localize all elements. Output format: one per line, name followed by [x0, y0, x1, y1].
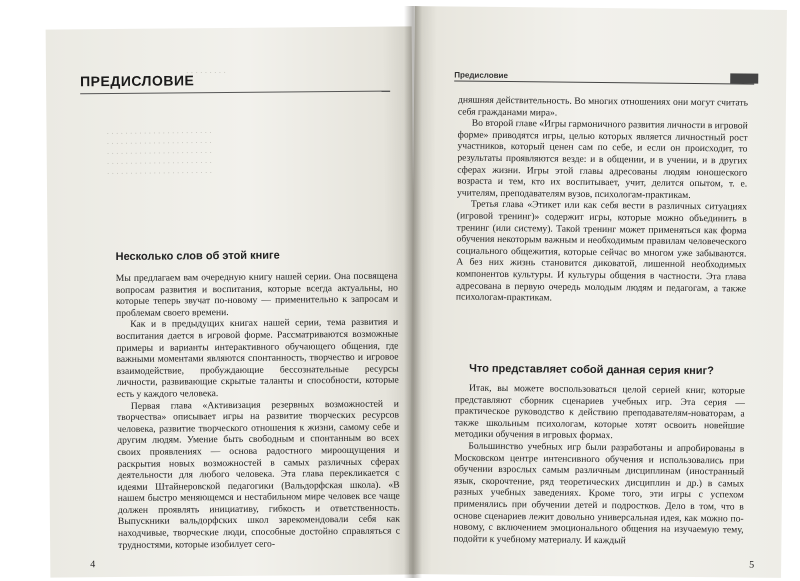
bleed-through-text: · · · · · · · · · · · · · · · · · · · · · · · · · · · · · · · · · · · · · · · · · · · · · · · · · · · · · · · · · · · · · · · · · · · · · · · · · · · · · · · · · · · · · · · · · · · · · · · · · · · · · · · · · · · · · · · · · · · [106, 128, 213, 179]
page-number: 4 [90, 559, 96, 571]
page-number: 5 [749, 559, 755, 571]
right-page [409, 6, 787, 578]
right-body-text-2 [453, 383, 745, 548]
paragraph: Третья глава «Этикет или как себя вести в различных ситуациях (игровой тренинг)» содержит игры, которые можно объединить в тренинг (или систему). Такой тренинг может применяться как форма обучения некоторым важным и необходимым правилам человеческого социального общежития, которые сейчас во многом уже забываются. А без них жизнь становится диковатой, лишенной необходимых компонентов культуры. И культуры общения в частности. Эта глава адресована в первую очередь молодым людям и педагогам, а также психологам-практикам. [455, 199, 747, 304]
running-head-marker [730, 73, 758, 83]
paragraph: Большинство учебных игр были разработаны и апробированы в Московском центре интенсивного обучения и использовались при обучении взрослых самым различным дисциплинам (иностранный язык, скорочтение, ряд теоретических дисциплин и др.) в самых разных учебных заведениях. Кроме того, эти игры с успехом применялись при обучении детей и подростков. Дело в том, что в основе сценариев лежит довольно универсальная идея, как можно по-новому, с включением эмоционального общения на изучаемую тему, подойти к учебному материалу. И каждый [453, 440, 745, 547]
book-gutter [404, 6, 422, 578]
paragraph: Как и в предыдущих книгах нашей серии, тема развития и воспитания дается в игровой форме. Рассматриваются возможные примеры и варианты интерактивного обучающего общения, где важными моментами являются спонтанность, творчество и игровое взаимодействие, пробуждающие бессознательные ресурсы личности, развивающие скрытые таланты и способности, которые есть у каждого человека. [116, 316, 399, 400]
paragraph: Итак, вы можете воспользоваться целой серией книг, которые представляют сборник сценариев учебных игр. Эта серия — практическое руководство к действию преподавателям-новаторам, а также школьным психологам, которые хотят освоить новейшие методики обучения в игровых формах. [454, 382, 746, 442]
paragraph: Первая глава «Активизация резервных возможностей и творчества» описывает игры на развитие творческих ресурсов человека, развитие творческого отношения к жизни, самому себе и другим людям. Умение быть свободным и спонтанным во всех своих проявлениях — основа радостного мироощущения и раскрытия новых возможностей в самых различных сферах деятельности для любого человека. Эта глава перекликается с идеями Штайнеровской педагогики (Вальдорфская школа). «В нашем быстро меняющемся и нестабильном мире человек все чаще должен проявлять инициативу, гибкость и ответственность. Выпускники вальдорфских школ зарекомендовали себя как находчивые, творческие люди, способные достойно справляться с трудностями, которые изобилует сего- [116, 398, 401, 551]
paragraph: Мы предлагаем вам очередную книгу нашей серии. Она посвящена вопросам развития и воспитания, которые всегда актуальны, но которые теперь звучат по-новому — применительно к запросам и проблемам своего времени. [115, 270, 399, 319]
chapter-heading: ПРЕДИСЛОВИЕ [79, 72, 195, 90]
left-body-text [116, 271, 400, 552]
running-head-rule [454, 80, 754, 84]
left-page [46, 26, 417, 577]
section-title: Несколько слов об этой книге [115, 249, 280, 264]
right-body-text [456, 95, 748, 307]
bleed-through-text: · · · · · · · · · [165, 68, 227, 78]
paragraph: Во второй главе «Игры гармоничного развития личности в игровой форме» приводятся игры, целью которых является личностный рост участников, который ценен сам по себе, и если он происходит, то результаты проявляются везде: и в общении, и в учении, и в других сферах жизни. Игры этой главы адресованы людям юношеского возраста и тем, кто их воспитывает, учит, делится опытом, т. е. учителям, преподавателям вузов, психологам-практикам. [456, 117, 748, 201]
running-head: Предисловие [454, 70, 508, 81]
heading-rule [80, 91, 390, 95]
section-title: Что представляет собой данная серия книг? [469, 362, 714, 378]
paragraph: дняшняя действительность. Во многих отношениях они могут считать себя гражданами мира». [457, 94, 749, 119]
